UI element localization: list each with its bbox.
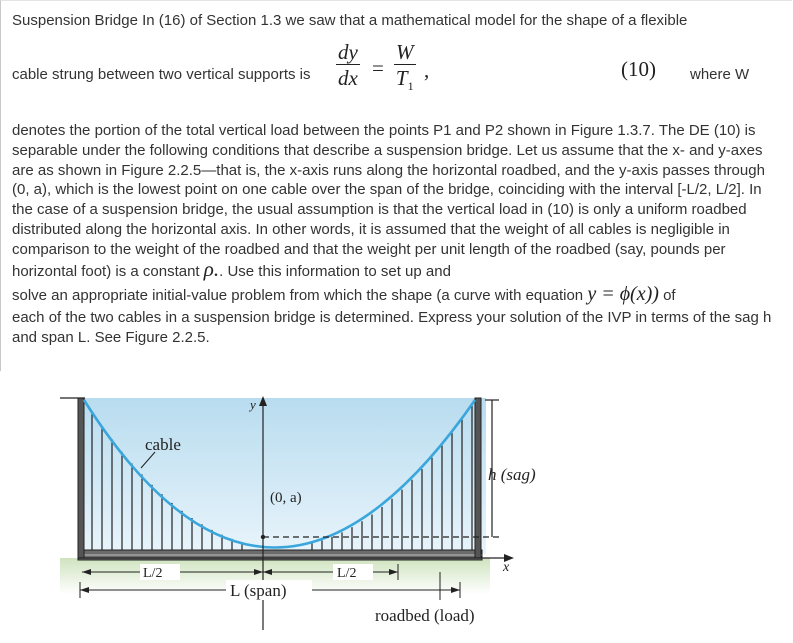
point-label: (0, a) bbox=[270, 490, 302, 506]
sag-label: h (sag) bbox=[488, 465, 536, 484]
fraction-denominator-t1: $T_1$ bbox=[395, 66, 414, 94]
left-half-label: L/2 bbox=[143, 566, 163, 581]
cable-label: cable bbox=[145, 435, 181, 454]
equals-sign: = bbox=[372, 56, 384, 80]
solve-line bbox=[12, 285, 784, 306]
right-half-label: L/2 bbox=[337, 566, 357, 581]
solve-tail-text: of bbox=[663, 287, 676, 305]
x-axis-label: x bbox=[503, 560, 510, 575]
equation-comma: , bbox=[424, 58, 430, 82]
problem-line-2-lead: cable strung between two vertical supports is bbox=[12, 66, 311, 83]
problem-line-2-tail: where W bbox=[690, 66, 750, 83]
fraction-w-t1 bbox=[394, 40, 416, 99]
roadbed-label: roadbed (load) bbox=[375, 606, 475, 625]
phi-equation: y = ϕ(x)) bbox=[587, 283, 659, 306]
left-tower bbox=[78, 398, 84, 558]
rho-symbol: ρ. bbox=[203, 256, 220, 281]
fraction-dy-dx bbox=[336, 40, 360, 91]
paragraph-main-text: denotes the portion of the total vertical load between the points P1 and P2 shown in Figure 1.3.7. The DE (10) is separable under the following conditions that describe a suspension bridge. Let us assume that the x- and y-axes are as shown in Figure 2.2.5—that is, the x-axis runs along the horizontal roadbed, and the y-axis passes through (0, a), which is the lowest point on one cable over the span of the bridge, coinciding with the interval [-L/2, L/2]. In the case of a suspension bridge, the usual assumption is that the vertical load in (10) is only a uniform roadbed distributed along the horizontal axis. In other words, it is assumed that the weight of all cables is negligible in comparison to the weight of the roadbed and that the weight per unit length of the roadbed (say, pounds per horizontal foot) is a constant bbox=[12, 122, 765, 280]
problem-line-1: Suspension Bridge In (16) of Section 1.3 we saw that a mathematical model for the shape of a flexible bbox=[12, 12, 688, 29]
paragraph-after-rho: . Use this information to set up and bbox=[219, 262, 451, 280]
y-axis-label: y bbox=[250, 397, 256, 412]
right-tower bbox=[475, 398, 481, 558]
suspension-bridge-figure bbox=[0, 372, 793, 643]
paragraph-end-text: each of the two cables in a suspension bridge is determined. Express your solution of the IVP in terms of the sag h and span L. See Figure 2.2.5. bbox=[12, 309, 772, 346]
fraction-denominator-dx: dx bbox=[338, 66, 358, 90]
span-label: L (span) bbox=[230, 581, 287, 600]
lowest-point-marker bbox=[261, 535, 265, 539]
fraction-numerator-w: W bbox=[396, 40, 414, 64]
fraction-numerator-dy: dy bbox=[338, 40, 358, 64]
equation-number: (10) bbox=[621, 57, 656, 81]
problem-paragraph bbox=[12, 121, 784, 348]
solve-lead-text: solve an appropriate initial-value problem from which the shape (a curve with equation bbox=[12, 287, 584, 305]
